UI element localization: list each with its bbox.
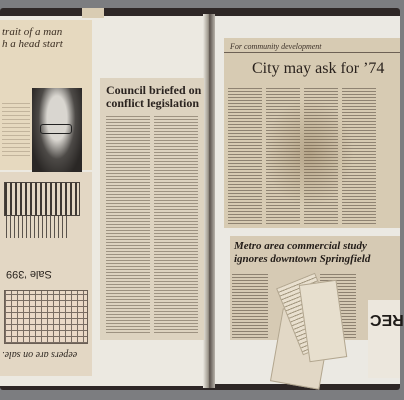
council-article-column [106,114,150,334]
portrait-headline-line-2: h a head start [2,38,63,50]
portrait-clipping [0,20,92,170]
striped-sofa-image [4,182,80,216]
small-clipping-strip [82,8,104,18]
portrait-article-text [2,100,30,156]
age-stain [264,98,354,208]
rec-text: REC [370,311,404,328]
sofa-ad-slogan: eepers are on sale. [2,349,78,360]
council-clipping [100,78,204,340]
glasses-detail [40,124,72,134]
sale-price: Sale ’399 [6,268,52,280]
plaid-sofa-image [4,290,88,344]
portrait-headline-line-1: trait of a man [2,26,63,38]
city-kicker: For community development [230,42,322,51]
book-gutter [203,14,215,388]
council-headline: Council briefed on conflict legislation [106,83,202,110]
metro-article-column [232,272,268,338]
city-article-column [228,86,262,224]
kicker-rule [224,52,400,53]
rec-clipping [368,300,404,378]
city-headline: City may ask for ’74 [252,60,385,77]
sofa-sale-ad [0,172,92,376]
council-article-column [154,114,198,334]
city-clipping [224,38,400,228]
portrait-headline [2,26,90,50]
metro-headline: Metro area commercial study ignores downtown Springfield [234,240,371,265]
sofa-image [6,216,68,238]
